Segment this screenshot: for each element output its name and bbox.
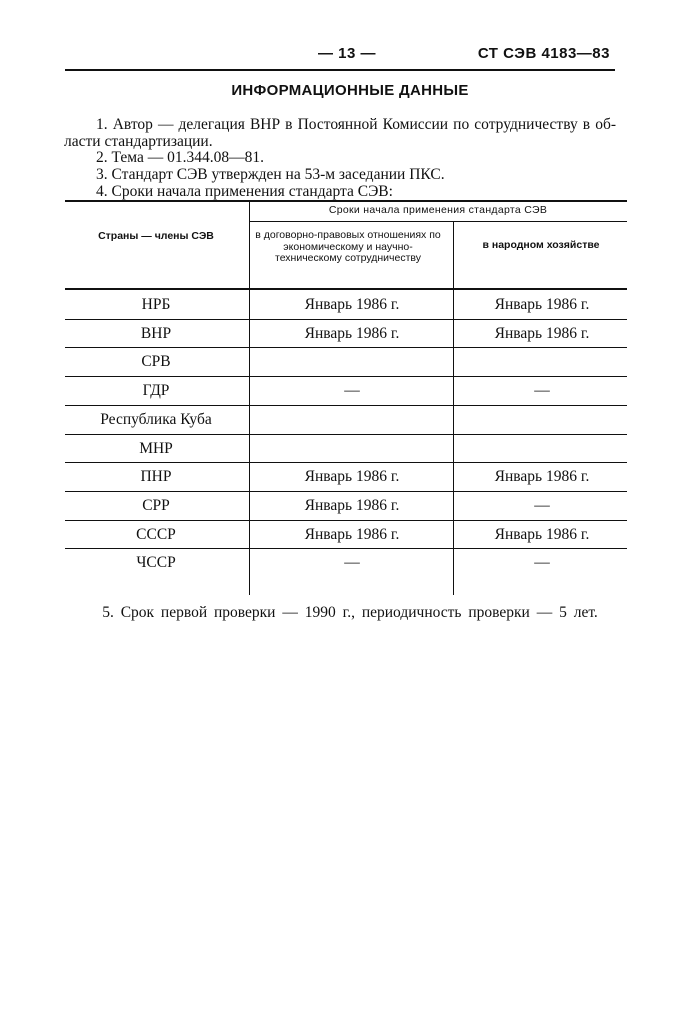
- economy-date-cell: Январь 1986 г.: [494, 296, 590, 313]
- item-approval: 3. Стандарт СЭВ утвержден на 53-м заседании ПКС.: [96, 166, 445, 183]
- table-row: [65, 377, 627, 405]
- country-cell: НРБ: [141, 296, 171, 313]
- table-group-rule: [249, 221, 627, 222]
- contract-date-cell: [253, 435, 451, 463]
- table-row: [65, 435, 627, 463]
- header-start-dates: Сроки начала применения стандарта СЭВ: [328, 204, 548, 216]
- header-countries: Страны — члены СЭВ: [98, 230, 214, 242]
- contract-date-cell: Январь 1986 г.: [304, 324, 400, 342]
- country-cell: МНР: [139, 439, 173, 457]
- economy-date-cell: [457, 348, 627, 376]
- table-row: [65, 406, 627, 434]
- table-row: [65, 549, 627, 577]
- economy-date-cell: —: [534, 554, 550, 572]
- contract-date-cell: [253, 348, 451, 376]
- item-topic: 2. Тема — 01.344.08—81.: [96, 149, 264, 166]
- country-cell: Республика Куба: [100, 410, 212, 428]
- country-cell: ГДР: [142, 382, 170, 400]
- economy-date-cell: Январь 1986 г.: [494, 468, 590, 486]
- economy-date-cell: [457, 406, 627, 434]
- contract-date-cell: —: [344, 382, 360, 400]
- implementation-table: [65, 200, 627, 595]
- table-row: [65, 320, 627, 348]
- table-row: [65, 291, 627, 319]
- country-cell: ВНР: [140, 324, 172, 342]
- country-cell: СССР: [136, 525, 176, 543]
- header-rule: [65, 69, 615, 71]
- country-cell: ЧССР: [136, 554, 176, 572]
- header-contract-relations: в договорно-правовых отношениях по экономическому и научно-техническому сотрудничеству: [255, 229, 441, 264]
- table-top-rule: [65, 200, 627, 202]
- economy-date-cell: Январь 1986 г.: [494, 525, 590, 543]
- contract-date-cell: Январь 1986 г.: [304, 525, 400, 543]
- contract-date-cell: —: [344, 554, 360, 572]
- item-start-dates: 4. Сроки начала применения стандарта СЭВ:: [96, 183, 393, 200]
- table-row: [65, 348, 627, 376]
- economy-date-cell: [457, 435, 627, 463]
- header-national-economy: в народном хозяйстве: [482, 239, 600, 251]
- economy-date-cell: Январь 1986 г.: [494, 324, 590, 342]
- item-author-line2: ласти стандартизации.: [64, 133, 213, 150]
- table-header-rule: [65, 288, 627, 290]
- economy-date-cell: —: [534, 496, 550, 514]
- page-number: — 13 —: [318, 45, 377, 62]
- table-row: [65, 521, 627, 549]
- country-cell: СРВ: [141, 353, 171, 371]
- contract-date-cell: Январь 1986 г.: [304, 296, 400, 313]
- country-cell: СРР: [142, 496, 170, 514]
- country-cell: ПНР: [140, 468, 172, 486]
- contract-date-cell: Январь 1986 г.: [304, 496, 400, 514]
- contract-date-cell: [253, 406, 451, 434]
- item-review: 5. Срок первой проверки — 1990 г., периодичность проверки — 5 лет.: [102, 604, 598, 621]
- standard-code: СТ СЭВ 4183—83: [477, 45, 610, 62]
- item-author-line1: 1. Автор — делегация ВНР в Постоянной Комиссии по сотрудничеству в об-: [96, 116, 616, 133]
- section-title: ИНФОРМАЦИОННЫЕ ДАННЫЕ: [231, 82, 469, 99]
- table-row: [65, 492, 627, 520]
- table-row: [65, 463, 627, 491]
- economy-date-cell: —: [534, 382, 550, 400]
- contract-date-cell: Январь 1986 г.: [304, 468, 400, 486]
